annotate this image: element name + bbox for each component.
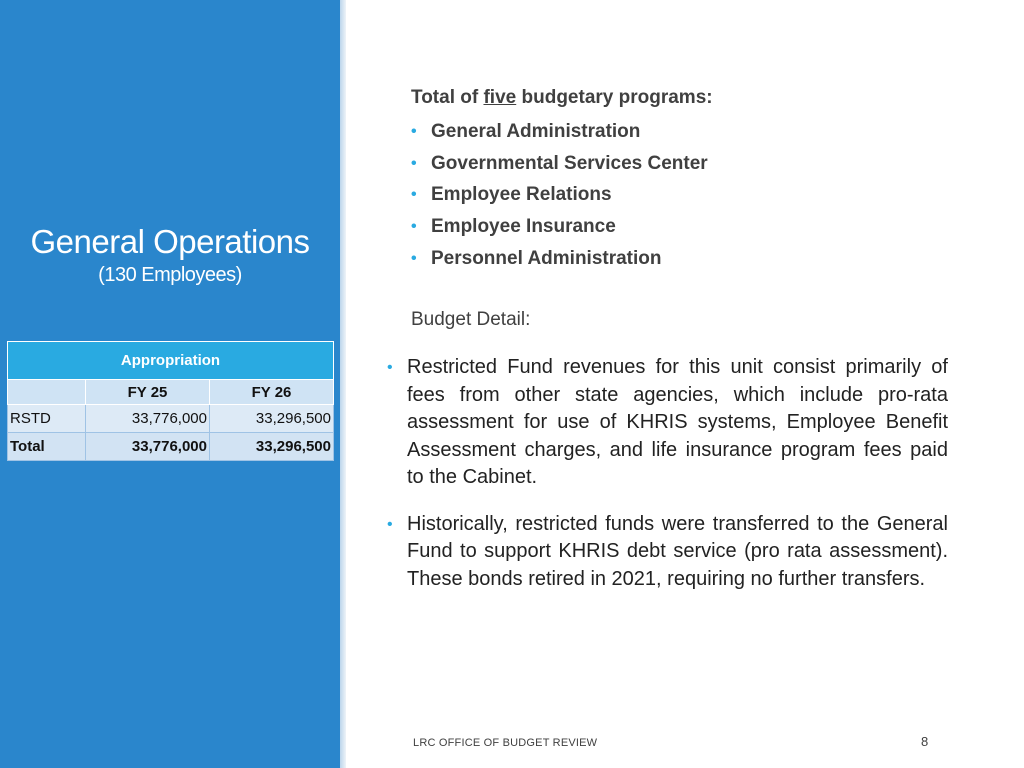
programs-heading-suffix: budgetary programs: [521, 87, 713, 108]
program-name: Employee Relations [431, 184, 612, 206]
bullet-icon: • [411, 154, 417, 172]
budget-detail-label: Budget Detail: [411, 309, 531, 330]
section-title-block [0, 222, 340, 288]
appropriation-header: Appropriation [8, 342, 334, 380]
budget-detail-text [387, 354, 948, 593]
program-name: Governmental Services Center [431, 152, 708, 174]
bullet-icon: • [387, 359, 393, 376]
sidebar-panel [0, 0, 340, 768]
list-item [411, 243, 971, 275]
row-label: Total [8, 433, 86, 461]
fy25-header: FY 25 [86, 380, 210, 405]
fy26-header: FY 26 [210, 380, 334, 405]
page-number: 8 [921, 734, 929, 749]
fy25-value: 33,776,000 [86, 405, 210, 433]
programs-section [411, 84, 971, 275]
program-name: General Administration [431, 121, 641, 142]
bullet-icon: • [411, 249, 417, 267]
detail-paragraph [387, 354, 948, 492]
fy25-total: 33,776,000 [86, 433, 210, 461]
table-row-total [8, 433, 334, 461]
employee-count: (130 Employees) [98, 264, 242, 286]
row-label: RSTD [8, 405, 86, 433]
list-item [411, 211, 971, 243]
fy26-total: 33,296,500 [210, 433, 334, 461]
bullet-icon: • [411, 123, 417, 140]
bullet-icon: • [411, 218, 417, 236]
fiscal-year-header-row [8, 380, 334, 405]
detail-paragraph [387, 511, 948, 594]
list-item [411, 148, 971, 180]
programs-heading-prefix: Total of [411, 87, 479, 108]
table-row-rstd [8, 405, 334, 433]
program-name: Personnel Administration [431, 247, 662, 269]
bullet-icon: • [387, 515, 393, 533]
fy26-value: 33,296,500 [210, 405, 334, 433]
section-title: General Operations [30, 223, 310, 260]
sidebar-divider [340, 0, 346, 768]
programs-heading-emphasis: five [483, 87, 517, 108]
programs-heading [411, 84, 971, 112]
bullet-icon: • [411, 186, 417, 204]
detail-text: Restricted Fund revenues for this unit consist primarily of fees from other state agencies, which include pro-rata assessment for use of KHRIS systems, Employee Benefit Assessment charges, and life insurance program fees paid to the Cabinet. [407, 356, 948, 488]
blank-header-cell [8, 380, 86, 405]
program-name: Employee Insurance [431, 216, 616, 238]
footer-office: LRC OFFICE OF BUDGET REVIEW [413, 737, 598, 749]
list-item [411, 116, 971, 148]
detail-text: Historically, restricted funds were transferred to the General Fund to support KHRIS debt service (pro rata assessment). These bonds retired in 2021, requiring no further transfers. [407, 512, 948, 590]
list-item [411, 179, 971, 211]
appropriation-table [7, 341, 334, 461]
appropriation-header-row [8, 342, 334, 380]
programs-list [411, 116, 971, 275]
